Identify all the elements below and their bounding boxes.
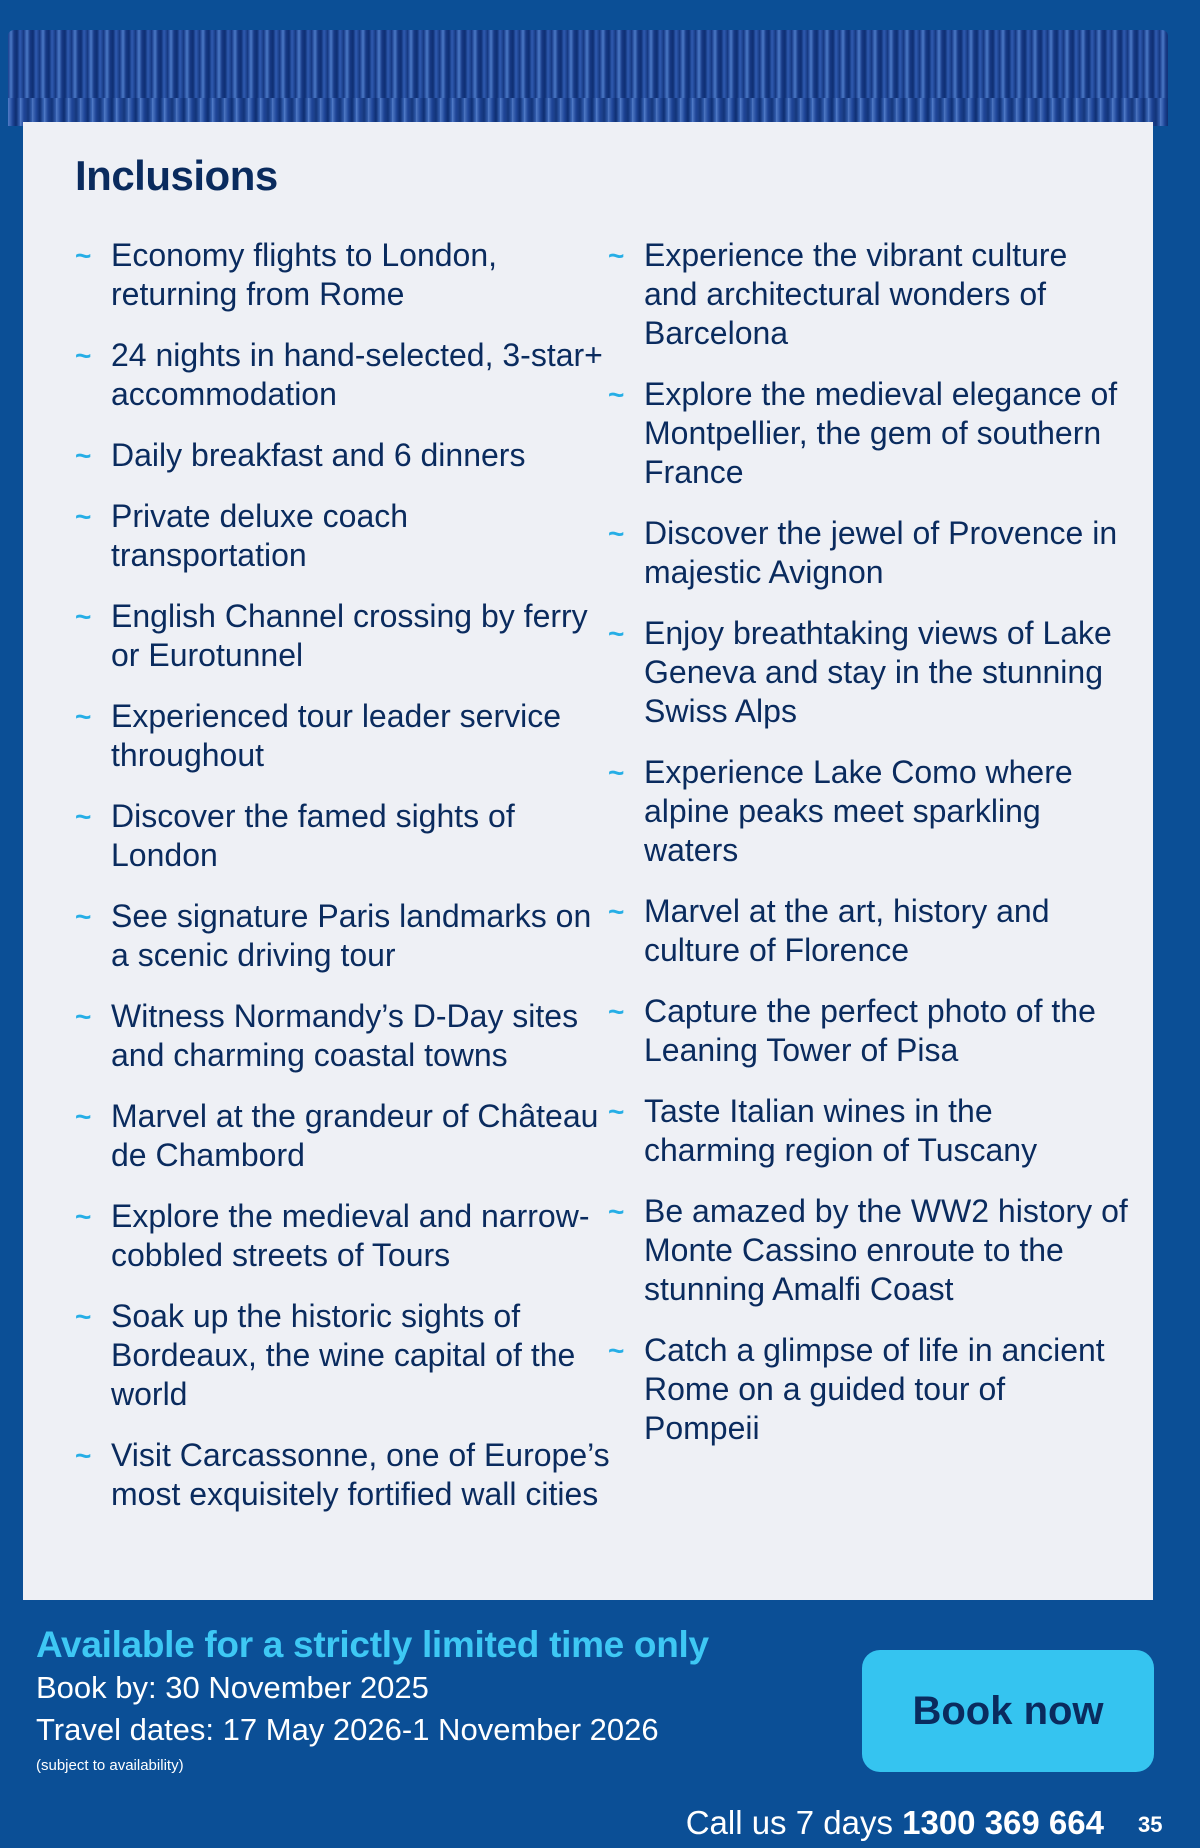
call-us-prefix: Call us 7 days (685, 1804, 893, 1841)
inclusion-item (75, 1097, 611, 1175)
inclusion-text: Experienced tour leader service throughout (111, 698, 562, 773)
inclusion-text: Experience Lake Como where alpine peaks meet sparkling waters (644, 754, 1073, 868)
inclusion-text: Enjoy breathtaking views of Lake Geneva and stay in the stunning Swiss Alps (644, 615, 1112, 729)
inclusion-item (75, 997, 611, 1075)
inclusion-item (75, 797, 611, 875)
travel-dates: Travel dates: 17 May 2026-1 November 2026 (36, 1712, 659, 1747)
inclusion-text: Taste Italian wines in the charming region of Tuscany (644, 1093, 1038, 1168)
availability-note: (subject to availability) (36, 1757, 184, 1774)
inclusion-item (608, 236, 1128, 353)
inclusion-item (75, 436, 611, 475)
inclusion-item (75, 1436, 611, 1514)
book-by-date: Book by: 30 November 2025 (36, 1670, 429, 1705)
tilde-bullet-icon: ~ (75, 501, 92, 532)
inclusion-item (608, 514, 1128, 592)
inclusion-text: Marvel at the grandeur of Château de Chambord (111, 1098, 599, 1173)
tilde-bullet-icon: ~ (608, 518, 625, 549)
inclusion-item (75, 597, 611, 675)
inclusion-item (75, 1197, 611, 1275)
curtain-decoration (8, 30, 1168, 126)
tilde-bullet-icon: ~ (608, 240, 625, 271)
tilde-bullet-icon: ~ (608, 996, 625, 1027)
inclusion-item (75, 1297, 611, 1414)
inclusion-item (608, 1331, 1128, 1448)
inclusion-item (608, 992, 1128, 1070)
inclusion-item (75, 336, 611, 414)
inclusion-item (75, 697, 611, 775)
inclusion-text: Catch a glimpse of life in ancient Rome on a guided tour of Pompeii (644, 1332, 1105, 1446)
inclusion-text: 24 nights in hand-selected, 3-star+ accommodation (111, 337, 603, 412)
inclusion-text: Experience the vibrant culture and architectural wonders of Barcelona (644, 237, 1068, 351)
tilde-bullet-icon: ~ (75, 240, 92, 271)
phone-number[interactable]: 1300 369 664 (902, 1804, 1104, 1841)
tilde-bullet-icon: ~ (608, 379, 625, 410)
inclusion-item (608, 753, 1128, 870)
tilde-bullet-icon: ~ (75, 901, 92, 932)
inclusion-text: Daily breakfast and 6 dinners (111, 437, 526, 473)
tilde-bullet-icon: ~ (75, 1201, 92, 1232)
tilde-bullet-icon: ~ (75, 801, 92, 832)
tilde-bullet-icon: ~ (75, 1301, 92, 1332)
inclusion-text: Capture the perfect photo of the Leaning Tower of Pisa (644, 993, 1096, 1068)
inclusions-heading: Inclusions (75, 152, 278, 199)
inclusion-item (608, 1092, 1128, 1170)
tilde-bullet-icon: ~ (608, 1096, 625, 1127)
inclusion-text: Discover the famed sights of London (111, 798, 515, 873)
inclusion-text: Discover the jewel of Provence in majestic Avignon (644, 515, 1118, 590)
inclusion-text: Soak up the historic sights of Bordeaux, the wine capital of the world (111, 1298, 576, 1412)
tilde-bullet-icon: ~ (75, 601, 92, 632)
tilde-bullet-icon: ~ (75, 701, 92, 732)
inclusion-text: English Channel crossing by ferry or Eurotunnel (111, 598, 588, 673)
inclusion-item (608, 375, 1128, 492)
inclusion-text: Be amazed by the WW2 history of Monte Cassino enroute to the stunning Amalfi Coast (644, 1193, 1128, 1307)
inclusion-text: Private deluxe coach transportation (111, 498, 409, 573)
inclusion-text: Explore the medieval elegance of Montpellier, the gem of southern France (644, 376, 1118, 490)
book-now-button[interactable]: Book now (862, 1650, 1154, 1772)
tilde-bullet-icon: ~ (75, 1101, 92, 1132)
tilde-bullet-icon: ~ (608, 1335, 625, 1366)
promo-headline: Available for a strictly limited time only (36, 1624, 709, 1665)
inclusion-item (75, 897, 611, 975)
tilde-bullet-icon: ~ (608, 1196, 625, 1227)
inclusions-list-left (75, 236, 610, 1536)
inclusion-text: See signature Paris landmarks on a scenic driving tour (111, 898, 592, 973)
call-us-line (686, 1804, 1104, 1842)
inclusion-item (75, 497, 611, 575)
tilde-bullet-icon: ~ (75, 340, 92, 371)
tilde-bullet-icon: ~ (75, 1001, 92, 1032)
inclusion-text: Marvel at the art, history and culture of Florence (644, 893, 1050, 968)
inclusion-text: Explore the medieval and narrow-cobbled streets of Tours (111, 1198, 590, 1273)
inclusion-item (75, 236, 611, 314)
inclusion-item (608, 1192, 1128, 1309)
tilde-bullet-icon: ~ (75, 1440, 92, 1471)
inclusion-item (608, 614, 1128, 731)
tilde-bullet-icon: ~ (75, 440, 92, 471)
tilde-bullet-icon: ~ (608, 896, 625, 927)
inclusion-item (608, 892, 1128, 970)
inclusion-text: Economy flights to London, returning from Rome (111, 237, 498, 312)
tilde-bullet-icon: ~ (608, 618, 625, 649)
inclusion-text: Visit Carcassonne, one of Europe’s most exquisitely fortified wall cities (111, 1437, 610, 1512)
inclusion-text: Witness Normandy’s D-Day sites and charming coastal towns (111, 998, 579, 1073)
page-number: 35 (1138, 1812, 1163, 1837)
inclusions-list-right (608, 236, 1128, 1470)
tilde-bullet-icon: ~ (608, 757, 625, 788)
